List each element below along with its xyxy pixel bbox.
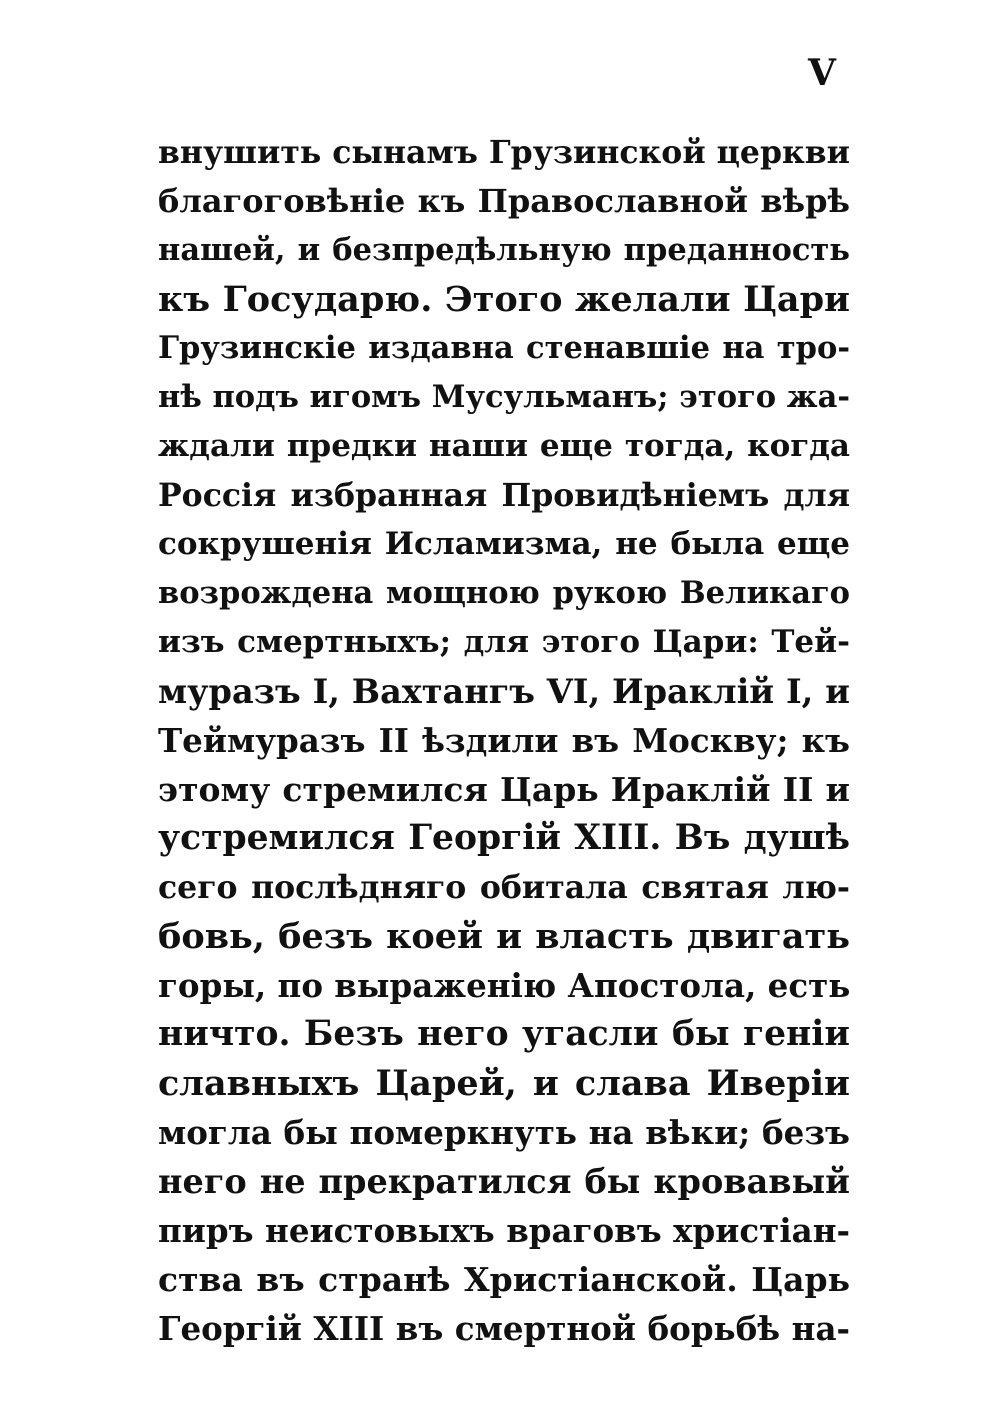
text-line: изъ смертныхъ; для этого Цари: Тей- — [158, 624, 850, 660]
text-line: сего послѣдняго обитала святая лю- — [158, 869, 850, 906]
text-line: внушить сынамъ Грузинской церкви — [158, 134, 850, 171]
text-line: возрождена мощною рукою Великаго — [158, 575, 850, 611]
text-line: ства въ странѣ Христіанской. Царь — [158, 1260, 850, 1299]
text-line: горы, по выраженію Апостола, есть — [158, 966, 850, 1005]
text-line: бовь, безъ коей и власть двигать — [158, 916, 850, 957]
text-line: устремился Георгій XIII. Въ душѣ — [158, 818, 850, 858]
text-line: нѣ подъ игомъ Мусульманъ; этого жа- — [158, 379, 850, 415]
text-line: Грузинскіе издавна стенавшіе на тро- — [158, 330, 850, 366]
text-line: этому стремился Царь Ираклій II и — [158, 770, 850, 809]
text-line: ничто. Безъ него угасли бы геніи — [158, 1014, 850, 1054]
text-line: Теймуразъ II ѣздили въ Москву; къ — [158, 721, 850, 760]
text-line: славныхъ Царей, и слава Иверіи — [158, 1063, 850, 1104]
text-line: къ Государю. Этого желали Цари — [158, 279, 850, 320]
text-line: нашей, и безпредѣльную преданность — [158, 232, 850, 268]
text-line: него не прекратился бы кровавый — [158, 1162, 850, 1201]
page-number: V — [808, 52, 836, 94]
text-line: пиръ неистовыхъ враговъ христіан- — [158, 1211, 850, 1250]
text-line: Россія избранная Провидѣніемъ для — [158, 477, 850, 514]
text-line: Георгій XIII въ смертной борьбѣ на- — [158, 1309, 850, 1348]
text-line: могла бы померкнуть на вѣки; безъ — [158, 1113, 850, 1152]
text-line: муразъ I, Вахтангъ VI, Ираклій I, и — [158, 672, 850, 711]
body-text — [158, 128, 850, 1353]
text-line: ждали предки наши еще тогда, когда — [158, 428, 850, 464]
text-line: сокрушенія Исламизма, не была еще — [158, 526, 850, 562]
text-line: благоговѣніе къ Православной вѣрѣ — [158, 182, 850, 220]
